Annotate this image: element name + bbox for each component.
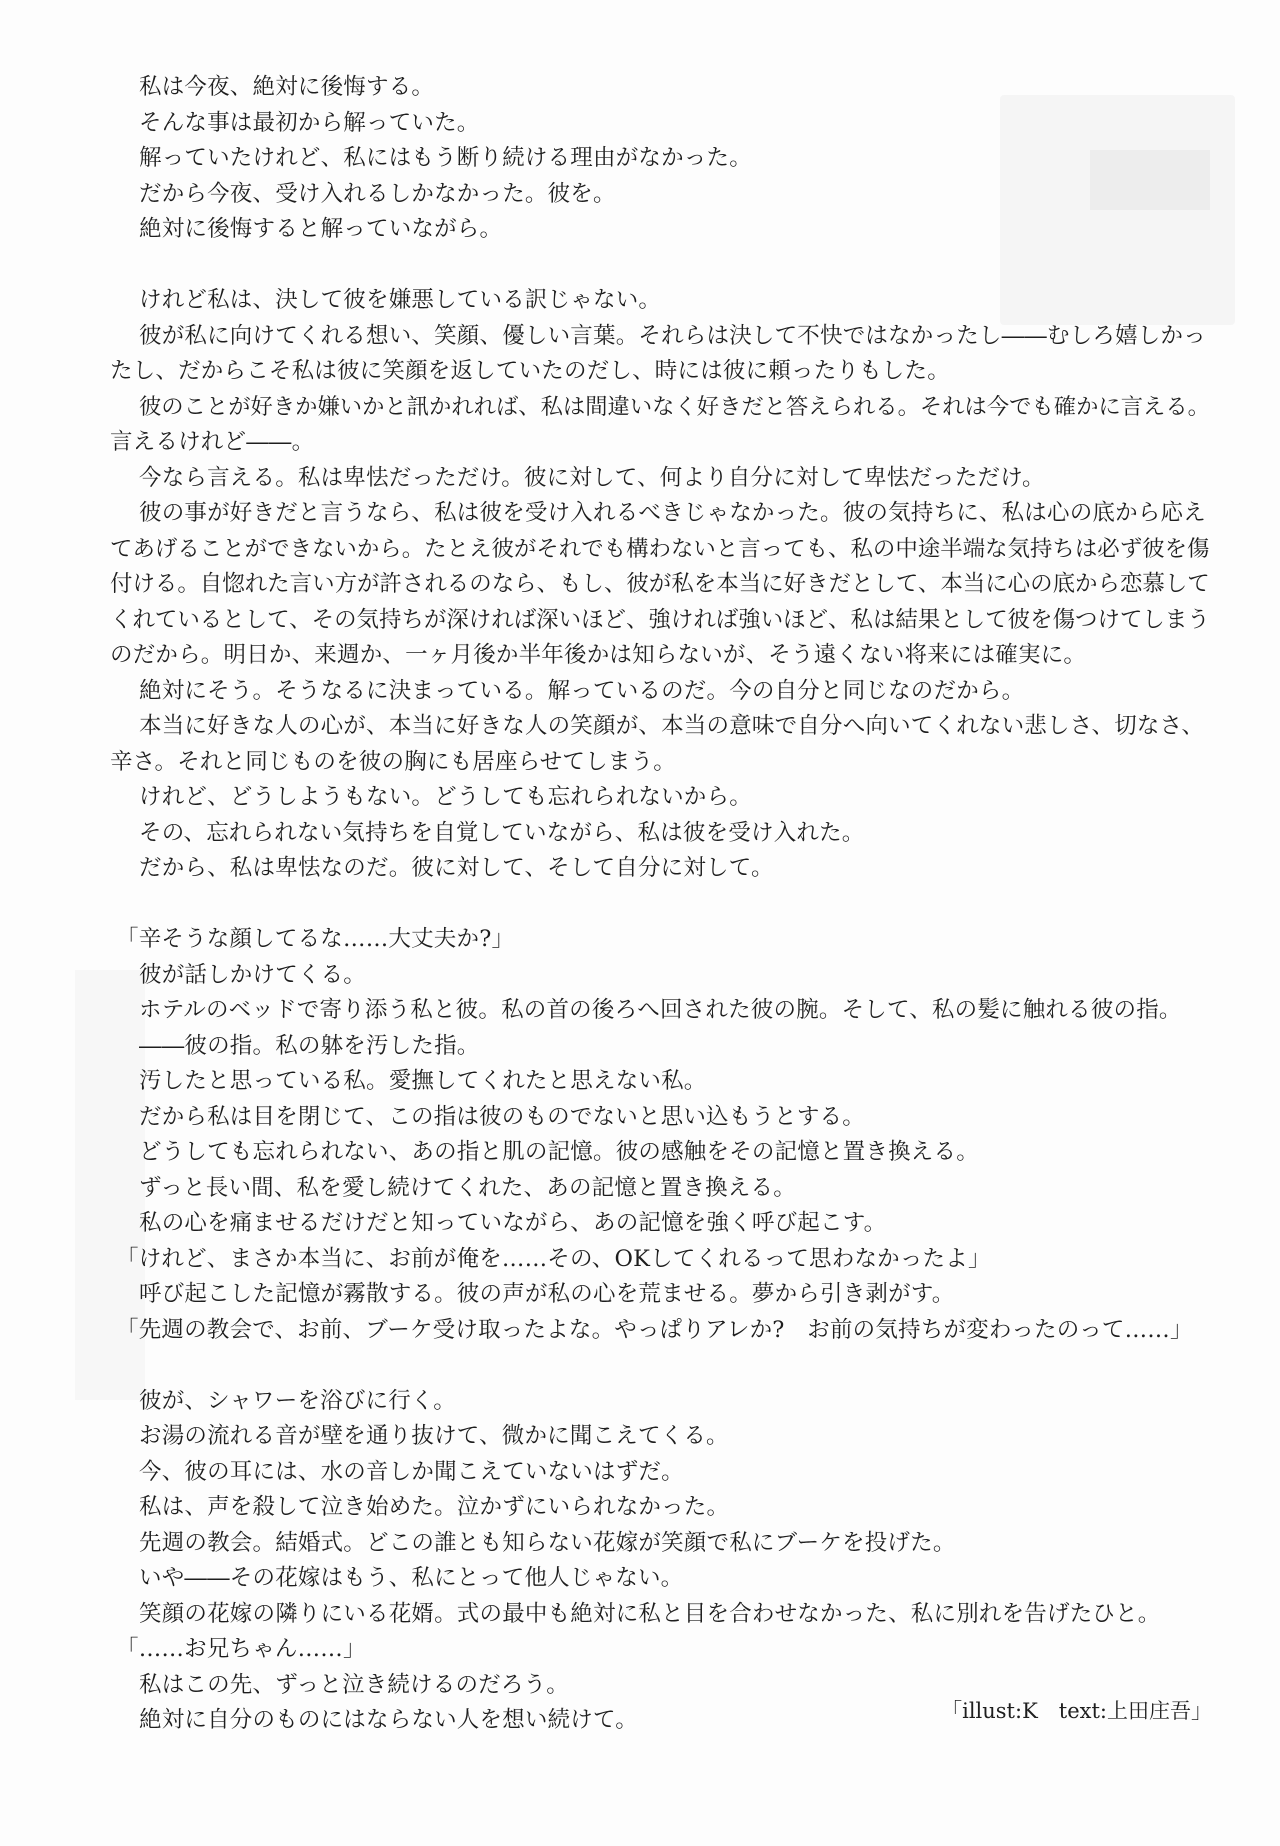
text-line: 辛さ。それと同じものを彼の胸にも居座らせてしまう。	[110, 748, 676, 775]
text-line: 絶対に自分のものにはならない人を想い続けて。	[139, 1707, 638, 1733]
text-line: 先週の教会。結婚式。どこの誰とも知らない花嫁が笑顔で私にブーケを投げた。	[139, 1529, 956, 1556]
text-line: 絶対に後悔すると解っていながら。	[139, 216, 503, 242]
text-line: 呼び起こした記憶が霧散する。彼の声が私の心を荒ませる。夢から引き剥がす。	[139, 1281, 955, 1307]
text-line: けれど、どうしようもない。どうしても忘れられないから。	[139, 784, 752, 810]
section-gap	[110, 1348, 1210, 1384]
text-line: 私は、声を殺して泣き始めた。泣かずにいられなかった。	[139, 1494, 730, 1520]
text-line: ホテルのベッドで寄り添う私と彼。私の首の後ろへ回された彼の腕。そして、私の髪に触れる彼の指。	[139, 997, 1182, 1023]
text-line: てあげることができないから。たとえ彼がそれでも構わないと言っても、私の中途半端な気持ちは必ず彼を傷	[110, 535, 1210, 562]
text-line: どうしても忘れられない、あの指と肌の記憶。彼の感触をその記憶と置き換える。	[139, 1139, 979, 1165]
text-line: だから私は目を閉じて、この指は彼のものでないと思い込もうとする。	[139, 1103, 865, 1130]
text-line: 「辛そうな顔してるな……大丈夫か?」	[116, 926, 515, 952]
text-line: 言えるけれど――。	[110, 429, 315, 455]
text-line: 彼が私に向けてくれる想い、笑顔、優しい言葉。それらは決して不快ではなかったし――むしろ嬉しかっ	[139, 322, 1206, 349]
text-line: 笑顔の花嫁の隣りにいる花婿。式の最中も絶対に私と目を合わせなかった、私に別れを告げたひと。	[139, 1600, 1161, 1627]
text-line: 今なら言える。私は卑怯だっただけ。彼に対して、何より自分に対して卑怯だっただけ。	[139, 464, 1045, 491]
text-line: 彼が、シャワーを浴びに行く。	[139, 1387, 456, 1414]
text-line: 「先週の教会で、お前、ブーケ受け取ったよな。やっぱりアレか? お前の気持ちが変わったのって……」	[116, 1316, 1193, 1343]
credit-line: 「illust:K text:上田庄吾」	[941, 1699, 1212, 1723]
text-line: 今、彼の耳には、水の音しか聞こえていないはずだ。	[139, 1458, 684, 1485]
text-line: 付ける。自惚れた言い方が許されるのなら、もし、彼が私を本当に好きだとして、本当に心の底から恋慕して	[110, 571, 1210, 597]
text-line: だから今夜、受け入れるしかなかった。彼を。	[139, 180, 616, 207]
paragraph-hotel-scene	[110, 922, 1210, 1348]
text-line: そんな事は最初から解っていた。	[139, 109, 480, 136]
text-line: ずっと長い間、私を愛し続けてくれた、あの記憶と置き換える。	[139, 1174, 796, 1201]
text-line: 本当に好きな人の心が、本当に好きな人の笑顔が、本当の意味で自分へ向いてくれない悲しさ、切なさ、	[139, 713, 1205, 739]
text-line: 私の心を痛ませるだけだと知っていながら、あの記憶を強く呼び起こす。	[139, 1210, 887, 1236]
text-line: 彼のことが好きか嫌いかと訊かれれば、私は間違いなく好きだと答えられる。それは今でも確かに言える。	[139, 393, 1210, 420]
paragraph-ending	[110, 1384, 1210, 1739]
text-line: くれているとして、その気持ちが深ければ深いほど、強ければ強いほど、私は結果として彼を傷つけてしまう	[110, 606, 1210, 633]
section-gap	[110, 887, 1210, 923]
text-line: その、忘れられない気持ちを自覚していながら、私は彼を受け入れた。	[139, 819, 865, 846]
text-line: 絶対にそう。そうなるに決まっている。解っているのだ。今の自分と同じなのだから。	[139, 677, 1025, 704]
text-line: たし、だからこそ私は彼に笑顔を返していたのだし、時には彼に頼ったりもした。	[110, 358, 950, 384]
text-line: 汚したと思っている私。愛撫してくれたと思えない私。	[139, 1068, 707, 1094]
paragraph-opening	[110, 70, 1210, 248]
paragraph-reflection	[110, 283, 1210, 887]
text-line: お湯の流れる音が壁を通り抜けて、微かに聞こえてくる。	[139, 1423, 729, 1449]
section-gap	[110, 248, 1210, 284]
text-line: いや――その花嫁はもう、私にとって他人じゃない。	[139, 1565, 684, 1591]
text-line: けれど私は、決して彼を嫌悪している訳じゃない。	[139, 287, 662, 313]
text-line: 「……お兄ちゃん……」	[116, 1636, 366, 1662]
text-line: 私は今夜、絶対に後悔する。	[139, 74, 435, 100]
text-line: 私はこの先、ずっと泣き続けるのだろう。	[139, 1671, 569, 1698]
text-line: のだから。明日か、来週か、一ヶ月後か半年後かは知らないが、そう遠くない将来には確実に。	[110, 642, 1087, 668]
text-line: 「けれど、まさか本当に、お前が俺を……その、OKしてくれるって思わなかったよ」	[116, 1245, 991, 1272]
text-line: だから、私は卑怯なのだ。彼に対して、そして自分に対して。	[139, 855, 774, 881]
text-line: ――彼の指。私の躰を汚した指。	[139, 1032, 480, 1059]
text-line: 彼の事が好きだと言うなら、私は彼を受け入れるべきじゃなかった。彼の気持ちに、私は心の底から応え	[139, 500, 1206, 526]
text-line: 彼が話しかけてくる。	[139, 961, 367, 988]
text-line: 解っていたけれど、私にはもう断り続ける理由がなかった。	[139, 145, 752, 171]
story-text	[110, 70, 1210, 1739]
